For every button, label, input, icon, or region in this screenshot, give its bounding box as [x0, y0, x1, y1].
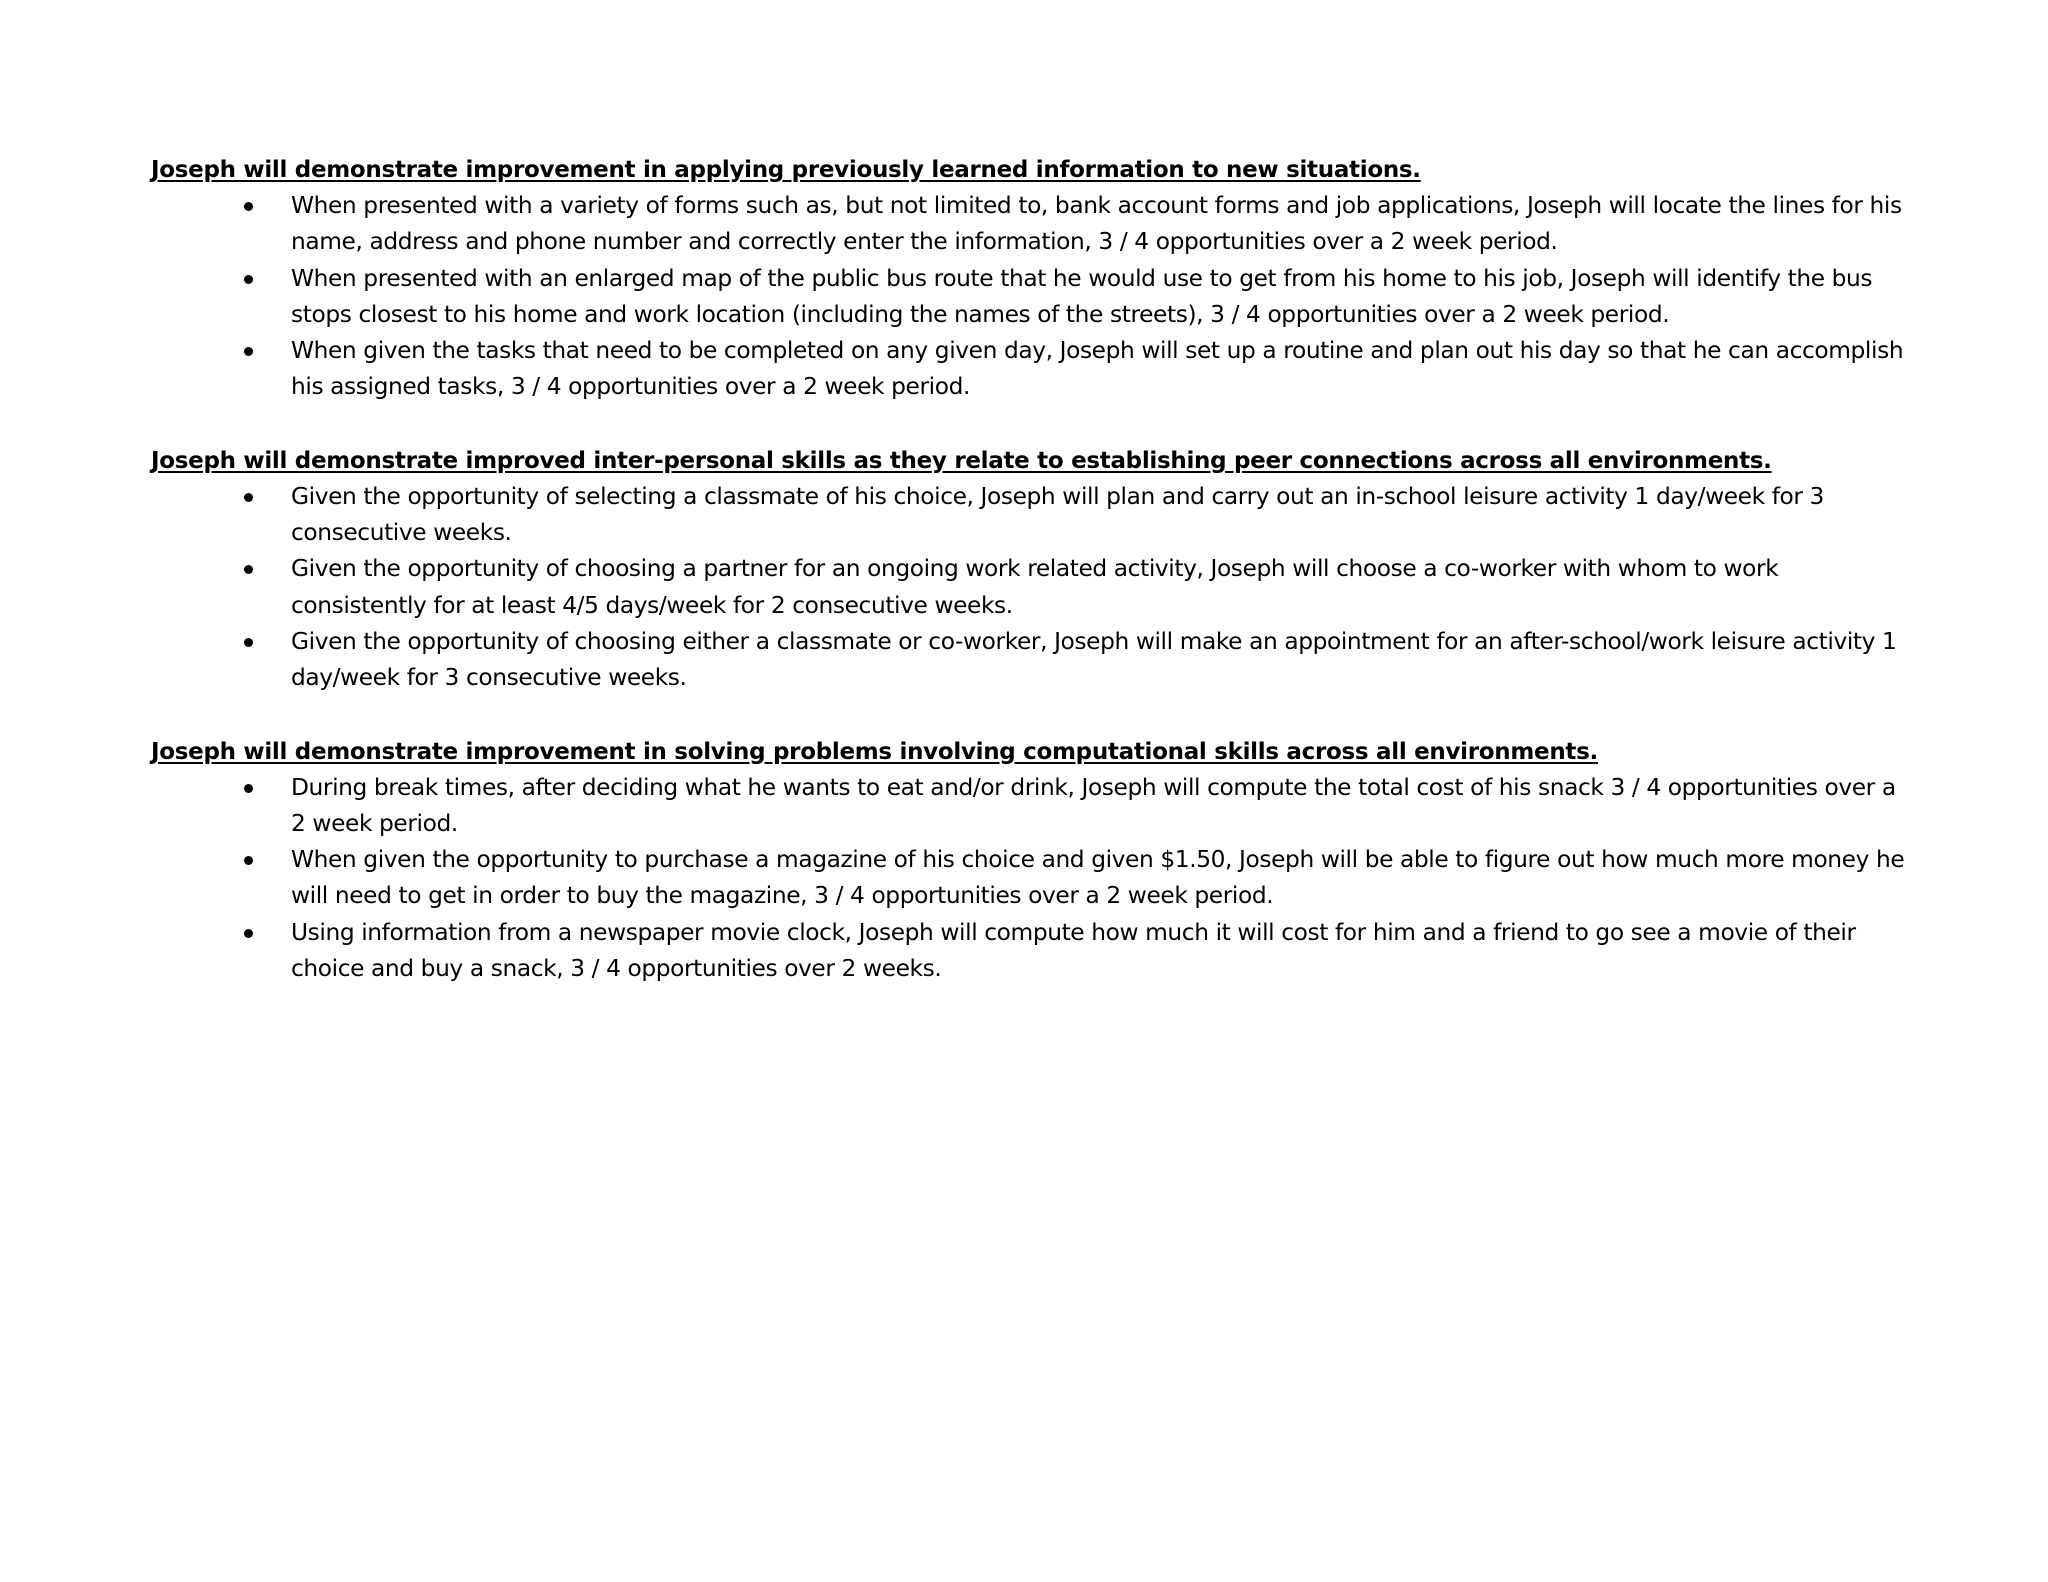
- goal-heading: Joseph will demonstrate improvement in applying previously learned information to new situations.: [151, 157, 1421, 183]
- objective-item: [151, 770, 1911, 843]
- objective-list: [151, 479, 1911, 697]
- goal-heading: Joseph will demonstrate improved inter-personal skills as they relate to establishing peer connections across all environments.: [151, 447, 1772, 474]
- objective-item: [151, 842, 1911, 915]
- objective-item: [151, 915, 1911, 988]
- goal-heading: Joseph will demonstrate improvement in solving problems involving computational skills across all environments.: [151, 738, 1598, 765]
- objective-item: [151, 188, 1911, 261]
- objective-text: When given the opportunity to purchase a magazine of his choice and given $1.50, Joseph will be able to figure out how much more money he will need to get in order to buy the magazine, 3 / 4 opportunities over a 2 week period.: [291, 846, 1905, 910]
- bullet-icon: [244, 784, 253, 793]
- bullet-icon: [244, 856, 253, 865]
- bullet-icon: [244, 275, 253, 284]
- objective-text: Given the opportunity of choosing a partner for an ongoing work related activity, Joseph will choose a co-worker with whom to work consistently for at least 4/5 days/week for 2 consecutive weeks.: [291, 555, 1779, 619]
- goal-section-inter-personal-skills: [151, 443, 1911, 697]
- goal-section-applying-information: [151, 152, 1911, 406]
- objective-item: [151, 624, 1911, 697]
- bullet-icon: [244, 493, 253, 502]
- goal-section-computational-skills: [151, 734, 1911, 988]
- objective-list: [151, 188, 1911, 406]
- bullet-icon: [244, 565, 253, 574]
- objective-item: [151, 261, 1911, 334]
- objective-text: Given the opportunity of selecting a classmate of his choice, Joseph will plan and carry out an in-school leisure activity 1 day/week for 3 consecutive weeks.: [291, 482, 1824, 547]
- bullet-icon: [244, 347, 253, 356]
- objective-item: [151, 333, 1911, 406]
- objective-text: When given the tasks that need to be completed on any given day, Joseph will set up a routine and plan out his day so that he can accomplish his assigned tasks, 3 / 4 opportunities over a 2 week period.: [291, 337, 1904, 401]
- objective-text: When presented with an enlarged map of the public bus route that he would use to get from his home to his job, Joseph will identify the bus stops closest to his home and work location (including the names of the streets), 3 / 4 opportunities over a 2 week period.: [291, 264, 1873, 328]
- bullet-icon: [244, 929, 253, 938]
- objective-text: Given the opportunity of choosing either a classmate or co-worker, Joseph will make an appointment for an after-school/work leisure activity 1 day/week for 3 consecutive weeks.: [291, 627, 1897, 692]
- objective-item: [151, 551, 1911, 624]
- objective-text: When presented with a variety of forms such as, but not limited to, bank account forms and job applications, Joseph will locate the lines for his name, address and phone number and correctly enter the information, 3 / 4 opportunities over a 2 week period.: [291, 192, 1902, 256]
- document-content: [151, 152, 1911, 1024]
- objective-text: Using information from a newspaper movie clock, Joseph will compute how much it will cost for him and a friend to go see a movie of their choice and buy a snack, 3 / 4 opportunities over 2 weeks.: [291, 918, 1856, 983]
- objective-item: [151, 479, 1911, 552]
- bullet-icon: [244, 638, 253, 647]
- objective-list: [151, 770, 1911, 988]
- objective-text: During break times, after deciding what he wants to eat and/or drink, Joseph will compute the total cost of his snack 3 / 4 opportunities over a 2 week period.: [291, 773, 1896, 837]
- bullet-icon: [244, 202, 253, 211]
